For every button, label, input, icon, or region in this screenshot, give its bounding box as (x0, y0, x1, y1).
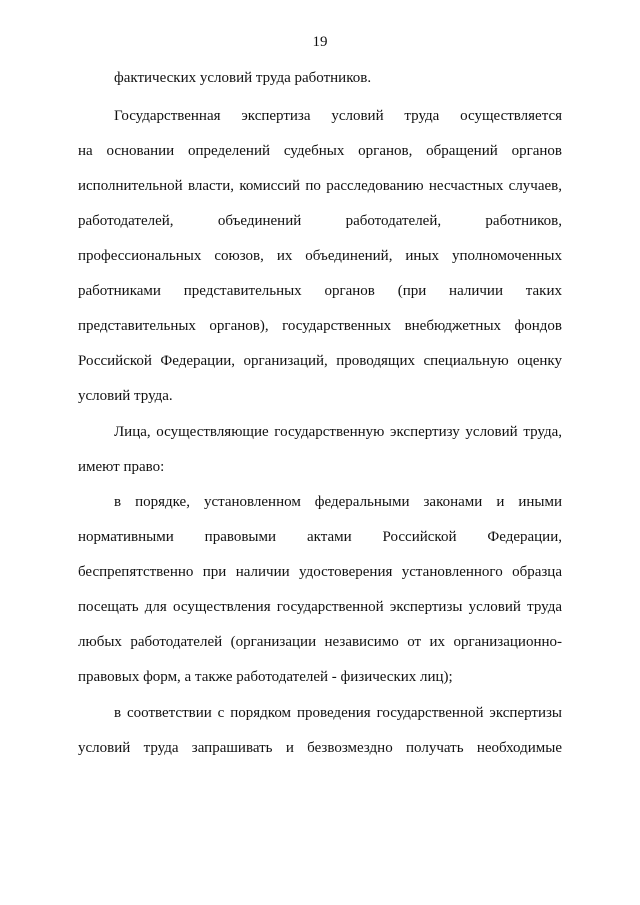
text-line: посещать для осуществления государственной экспертизы условий труда (78, 599, 562, 615)
text-line: имеют право: (78, 459, 165, 475)
text-line: нормативными правовыми актами Российской Федерации, (78, 529, 562, 545)
text-line: Российской Федерации, организаций, проводящих специальную оценку (78, 353, 562, 369)
text-line: в порядке, установленном федеральными законами и иными (114, 494, 562, 510)
text-line: правовых форм, а также работодателей - физических лиц); (78, 669, 453, 685)
text-line: условий труда запрашивать и безвозмездно получать необходимые (78, 740, 562, 756)
text-line: профессиональных союзов, их объединений, иных уполномоченных (78, 248, 562, 264)
text-line: Лица, осуществляющие государственную экспертизу условий труда, (114, 424, 562, 440)
text-line: условий труда. (78, 388, 173, 404)
text-line: работодателей, объединений работодателей, работников, (78, 213, 562, 229)
text-line: исполнительной власти, комиссий по расследованию несчастных случаев, (78, 178, 562, 194)
text-line: на основании определений судебных органов, обращений органов (78, 143, 562, 159)
text-line: работниками представительных органов (при наличии таких (78, 283, 562, 299)
text-line: любых работодателей (организации независимо от их организационно- (78, 634, 562, 650)
text-line: в соответствии с порядком проведения государственной экспертизы (114, 705, 562, 721)
text-line: беспрепятственно при наличии удостоверения установленного образца (78, 564, 562, 580)
text-line: фактических условий труда работников. (114, 70, 372, 86)
text-line: Государственная экспертиза условий труда осуществляется (114, 108, 562, 124)
page-number: 19 (312, 34, 328, 50)
text-line: представительных органов), государственных внебюджетных фондов (78, 318, 562, 334)
